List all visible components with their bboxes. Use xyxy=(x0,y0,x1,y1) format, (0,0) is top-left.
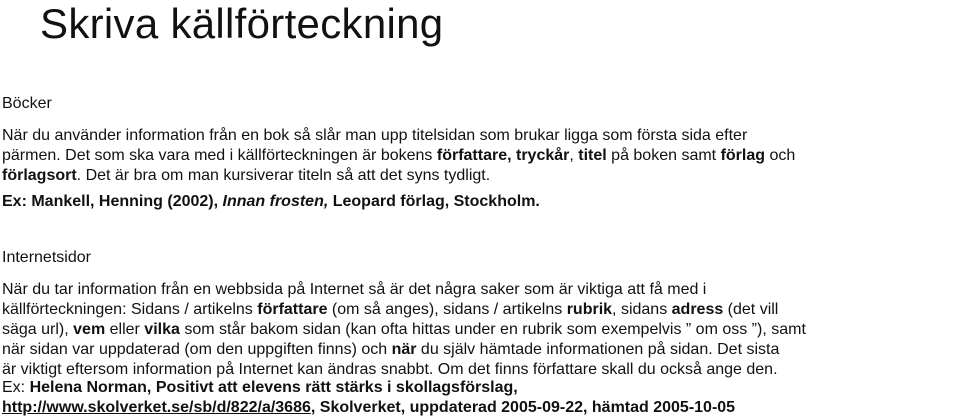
internet-line-5: är viktigt eftersom information på Internet kan ändras snabbt. Om det finns författare skall du också ange den. xyxy=(2,361,778,378)
books-example: Ex: Mankell, Henning (2002), Innan frosten, Leopard förlag, Stockholm. xyxy=(2,193,540,210)
internet-paragraph xyxy=(2,280,958,380)
internet-example-line-2: http://www.skolverket.se/sb/d/822/a/3686, Skolverket, uppdaterad 2005-09-22, hämtad 2005-10-05 xyxy=(2,399,736,416)
slide-title: Skriva källförteckning xyxy=(40,0,444,47)
internet-line-1: När du tar information från en webbsida på Internet så är det några saker som är viktiga att få med i xyxy=(2,281,707,298)
books-line-2: pärmen. Det som ska vara med i källförteckningen är bokens författare, tryckår, titel på boken samt förlag och xyxy=(2,147,796,164)
internet-example xyxy=(2,378,958,418)
skolverket-link[interactable]: http://www.skolverket.se/sb/d/822/a/3686 xyxy=(2,399,311,416)
books-section xyxy=(2,94,958,114)
books-heading: Böcker xyxy=(2,95,52,112)
internet-heading: Internetsidor xyxy=(2,249,91,266)
internet-line-3: säga url), vem eller vilka som står bakom sidan (kan ofta hittas under en rubrik som exempelvis ” om oss ”), samt xyxy=(2,321,806,338)
books-paragraph xyxy=(2,126,958,186)
internet-example-line-1: Ex: Helena Norman, Positivt att elevens rätt stärks i skollagsförslag, xyxy=(2,379,518,396)
internet-line-2: källförteckningen: Sidans / artikelns författare (om så anges), sidans / artikelns rubrik, sidans adress (det vill xyxy=(2,301,779,318)
internet-section xyxy=(2,248,958,268)
internet-line-4: när sidan var uppdaterad (om den uppgiften finns) och när du själv hämtade informationen på sidan. Det sista xyxy=(2,341,780,358)
books-line-3: förlagsort. Det är bra om man kursiverar titeln så att det syns tydligt. xyxy=(2,167,491,184)
books-line-1: När du använder information från en bok så slår man upp titelsidan som brukar ligga som första sida efter xyxy=(2,127,748,144)
book-title-italic: Innan frosten, xyxy=(222,193,329,210)
